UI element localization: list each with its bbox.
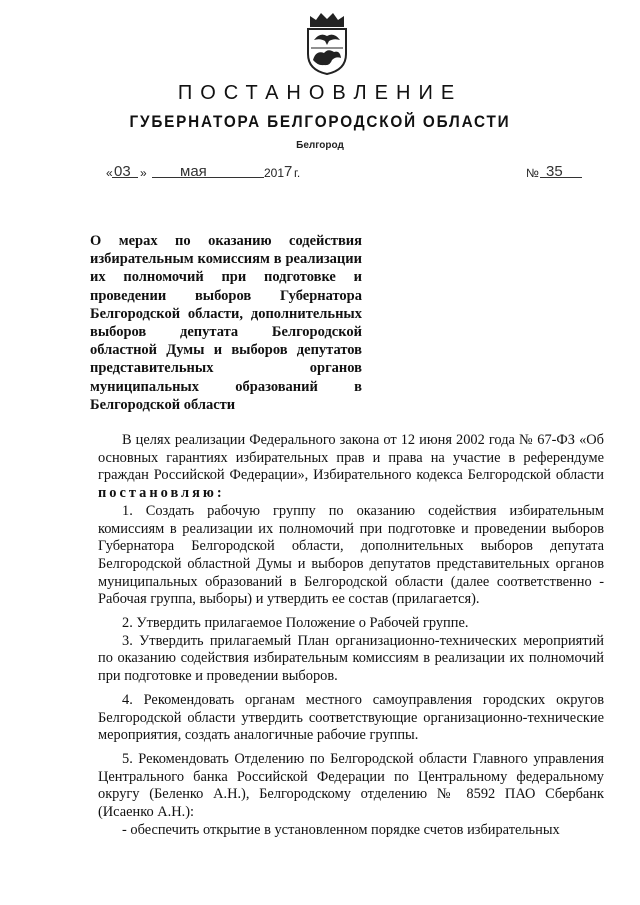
date-day: 03 xyxy=(114,163,131,180)
preamble-paragraph xyxy=(98,432,604,503)
decree-word: постановляю: xyxy=(98,485,225,502)
document-number: 35 xyxy=(546,163,563,180)
date-day-underline xyxy=(112,177,138,178)
date-year-suffix: 7 xyxy=(284,163,293,180)
paragraph-5-item: - обеспечить открытие в установленном порядке счетов избирательных xyxy=(122,821,560,838)
belgorod-coat-of-arms-icon xyxy=(302,10,352,76)
date-month-underline xyxy=(152,177,264,178)
paragraph-4: 4. Рекомендовать органам местного самоуправления городских округов Белгородской области утвердить соответствующие организационно-технические мероприятия, создать аналогичные рабочие группы. xyxy=(98,691,604,744)
document-title: О мерах по оказанию содействия избирательным комиссиям в реализации их полномочий при подготовке и проведении выборов Губернатора Белгородской области, дополнительных выборов депутата Белгородской областной Думы и выборов депутатов представительных органов муниципальных образований в Белгородской области xyxy=(90,233,362,413)
date-month: мая xyxy=(180,163,207,180)
preamble-text: В целях реализации Федерального закона от 12 июня 2002 года № 67-ФЗ «Об основных гарантиях избирательных прав и права на участие в референдуме граждан Российской Федерации», Избирательного кодекса Белгородской области xyxy=(98,432,604,484)
document-body xyxy=(98,432,604,839)
document-issuer: ГУБЕРНАТОРА БЕЛГОРОДСКОЙ ОБЛАСТИ xyxy=(129,112,511,131)
date-year-mark: г. xyxy=(294,166,301,180)
date-close-quote: » xyxy=(140,166,147,180)
date-year-prefix: 201 xyxy=(264,166,285,180)
paragraph-5: 5. Рекомендовать Отделению по Белгородской области Главного управления Центрального банка Российской Федерации по Центральному федеральному округу (Беленко А.Н.), Белгородскому отделению № 8592 ПАО Сбербанк (Исаенко А.Н.): xyxy=(98,750,604,821)
document-type: ПОСТАНОВЛЕНИЕ xyxy=(177,82,463,104)
paragraph-2: 2. Утвердить прилагаемое Положение о Рабочей группе. xyxy=(122,615,469,632)
paragraph-3: 3. Утвердить прилагаемый План организационно-технических мероприятий по оказанию содействия избирательным комиссиям в реализации их полномочий при подготовке и проведении выборов. xyxy=(98,632,604,685)
paragraph-1: 1. Создать рабочую группу по оказанию содействия избирательным комиссиям в реализации их полномочий при подготовке и проведении выборов Губернатора Белгородской области, дополнительных выборов депутата Белгородской областной Думы и выборов депутатов представительных органов муниципальных образований в Белгородской области (далее соответственно - Рабочая группа, выборы) и утвердить ее состав (прилагается). xyxy=(98,502,604,608)
date-open-quote: « xyxy=(106,166,113,180)
document-city: Белгород xyxy=(296,140,344,151)
number-label: № xyxy=(526,166,539,180)
date-number-row xyxy=(100,160,620,182)
number-underline xyxy=(540,177,582,178)
